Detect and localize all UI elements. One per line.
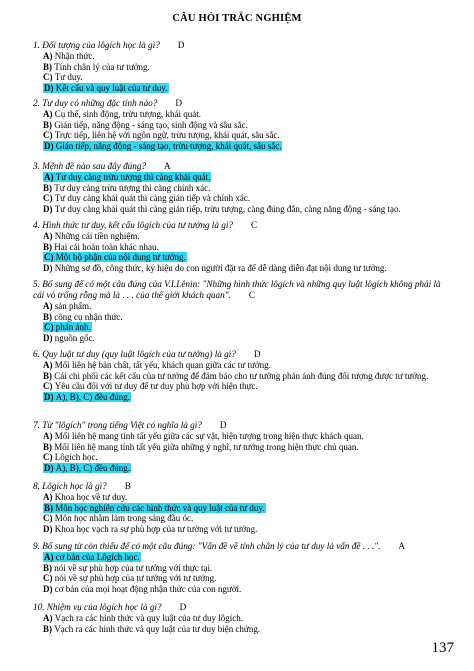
option-label: D) [43, 523, 55, 534]
option-a [43, 492, 453, 503]
question-1 [33, 40, 453, 93]
option-c [43, 130, 453, 141]
option-body: Vạch ra các hình thức và quy luật của tư duy biện chứng. [54, 623, 261, 634]
option-text [43, 263, 387, 273]
option-body: A), B), C) đều đúng. [55, 391, 130, 402]
option-text [43, 584, 241, 594]
option-label: D) [44, 82, 56, 93]
question-2 [33, 98, 453, 151]
question-9 [33, 541, 453, 594]
question-text [33, 98, 453, 109]
option-a [43, 552, 453, 563]
question-prompt: 9. Bổ sung từ còn thiếu để có một câu đúng: "Vấn đề về tính chân lý của tư duy là vấn đề . . .". [33, 541, 381, 551]
option-text [43, 524, 257, 534]
option-body: Tư duy càng khái quát thì càng gián tiếp và chính xác. [54, 193, 251, 204]
option-body: Khoa học về tư duy. [54, 492, 128, 502]
option-a [43, 431, 453, 442]
option-a [43, 172, 453, 183]
option-b [43, 371, 453, 382]
option-text [43, 183, 210, 193]
option-label: C) [44, 252, 56, 263]
option-label: C) [43, 513, 55, 524]
option-text [43, 231, 140, 241]
option-label: D) [43, 583, 55, 594]
question-text [33, 220, 453, 231]
option-body: Tư duy. [54, 72, 83, 83]
option-text [43, 624, 260, 634]
question-text [33, 481, 453, 492]
highlighted-answer [43, 392, 131, 402]
question-prompt: 2. Tư duy có những đặc tính nào? [33, 98, 158, 108]
option-body: sản phẩm. [54, 301, 92, 311]
option-label: C) [43, 72, 55, 83]
question-5 [33, 279, 453, 343]
answer-key: D [253, 349, 261, 359]
option-d [43, 524, 453, 535]
option-c [43, 72, 453, 83]
option-body: Mối liên hệ mang tính tất yếu giữa những ý nghĩ, tư tưởng trong hiện thực chủ quan. [54, 441, 359, 452]
option-a [43, 231, 453, 242]
option-body: Tư duy càng trừu tượng thì càng khái quát. [55, 172, 211, 182]
option-label: A) [43, 492, 55, 502]
option-body: Những sơ đồ, công thức, ký hiệu do con người đặt ra để dễ dàng diễn đạt nội dung tư tưởng. [54, 262, 387, 273]
option-a [43, 360, 453, 371]
option-body: Một bộ phận của nội dung tư tưởng. [55, 252, 186, 263]
option-text [43, 109, 201, 119]
option-body: nói về sự phù hợp của tư tưởng với tư tưởng. [54, 573, 217, 584]
question-text [33, 40, 453, 51]
page-title: CÂU HỎI TRẮC NGHIỆM [172, 13, 302, 24]
option-b [43, 120, 453, 131]
highlighted-answer [43, 172, 211, 182]
option-body: Tư duy càng trừu tượng thì càng chính xác. [54, 182, 211, 193]
option-label: D) [44, 140, 56, 151]
option-body: A), B), C) đều đúng. [55, 462, 130, 473]
option-body: Gián tiếp, năng động - sáng tạo, sinh động và sâu sắc. [54, 119, 248, 130]
option-label: D) [43, 203, 55, 214]
option-d [43, 204, 453, 215]
question-prompt: 5. Bổ sung để có một câu đúng của V.I.Lênin: "Những hình thức lôgích và những quy luật lôgích không phải là cái vỏ trống rỗng mà là . . . của thế giới khách quan". [33, 279, 441, 300]
option-label: A) [43, 613, 55, 623]
answer-key: C [251, 220, 258, 230]
highlighted-answer [43, 83, 169, 93]
option-text [43, 513, 193, 523]
option-text [43, 563, 212, 573]
option-d [43, 141, 453, 152]
highlighted-answer [43, 463, 131, 473]
option-text [43, 573, 216, 583]
option-d [43, 83, 453, 94]
option-text [43, 204, 401, 214]
highlighted-answer [43, 552, 141, 562]
option-c [43, 513, 453, 524]
option-body: Tư duy càng khái quát thì càng gián tiếp, trừu tượng, càng đúng đắn, càng năng động - sáng tạo. [54, 203, 401, 214]
question-text [33, 349, 453, 360]
option-c [43, 452, 453, 463]
option-label: C) [43, 193, 55, 204]
option-body: Mối liên hệ bản chất, tất yếu, khách quan giữa các tư tưởng. [54, 360, 271, 370]
option-label: B) [43, 241, 55, 252]
option-body: Lôgích học. [54, 452, 98, 463]
option-label: D) [44, 391, 56, 402]
option-text [43, 193, 250, 203]
option-body: Khoa học vạch ra sự phù hợp của tư tưởng với tư tưởng. [54, 523, 258, 534]
option-text [43, 371, 428, 381]
option-body: Yêu cầu đối với tư duy để tư duy phù hợp với hiện thực. [54, 381, 258, 392]
option-body: Mối liên hệ mang tính tất yếu giữa các sự vật, hiện tượng trong hiện thực khách quan. [54, 431, 364, 441]
option-label: B) [43, 182, 55, 193]
question-prompt: 1. Đối tượng của lôgích học là gì? [33, 40, 160, 50]
option-a [43, 613, 453, 624]
option-text [43, 72, 83, 82]
option-label: A) [43, 431, 55, 441]
answer-key: D [177, 40, 185, 50]
option-d [43, 333, 453, 344]
option-b [43, 62, 453, 73]
option-c [43, 573, 453, 584]
question-prompt: 7. Từ "lôgích" trong tiếng Việt có nghĩa là gì? [33, 420, 202, 430]
option-label: D) [44, 462, 56, 473]
option-label: B) [43, 562, 55, 573]
question-7 [33, 420, 453, 473]
option-body: Gián tiếp, năng động - sáng tạo, trừu tượng, khái quát, sâu sắc. [55, 140, 282, 151]
question-prompt: 6. Quy luật tư duy (quy luật lôgích của tư tưởng) là gì? [33, 349, 236, 359]
option-b [43, 503, 453, 514]
answer-key: A [164, 161, 171, 171]
option-text [43, 301, 91, 311]
option-c [43, 322, 453, 333]
option-a [43, 109, 453, 120]
option-text [43, 360, 271, 370]
question-3 [33, 161, 453, 214]
option-b [43, 624, 453, 635]
option-label: B) [43, 370, 55, 381]
question-8 [33, 481, 453, 534]
option-label: B) [44, 502, 56, 513]
option-label: B) [43, 441, 55, 452]
option-body: Môn học nhằm làm trong sáng đầu óc. [54, 513, 194, 524]
highlighted-answer [43, 141, 282, 151]
question-text [33, 602, 453, 613]
option-body: cơ bản của mọi hoạt động nhận thức của con người. [54, 583, 242, 594]
option-body: Trực tiếp, liên hệ với ngôn ngữ, trừu tượng, khái quát, sâu sắc. [54, 130, 280, 141]
option-text [43, 333, 95, 343]
answer-key: D [219, 420, 227, 430]
question-text [33, 420, 453, 431]
option-text [43, 452, 98, 462]
option-text [43, 442, 359, 452]
option-label: B) [43, 311, 55, 322]
option-b [43, 563, 453, 574]
option-label: D) [43, 262, 55, 273]
answer-key: A [398, 541, 406, 551]
option-b [43, 442, 453, 453]
option-label: D) [43, 332, 55, 343]
option-body: Cái chi phối các kết cấu của tư tưởng để đảm bảo cho tư tưởng phản ánh đúng đối tượng được tư tưởng. [54, 370, 429, 381]
question-prompt: 4. Hình thức tư duy, kết cấu lôgích của tư tưởng là gì? [33, 220, 233, 230]
option-text [43, 51, 95, 61]
option-body: công cụ nhận thức. [54, 311, 123, 322]
option-body: phản ánh. [55, 322, 91, 333]
option-body: nói về sự phù hợp của tư tưởng với thực tại. [54, 562, 213, 573]
option-c [43, 381, 453, 392]
highlighted-answer [43, 252, 187, 262]
question-4 [33, 220, 453, 273]
highlighted-answer [43, 503, 266, 513]
option-text [43, 62, 150, 72]
option-label: A) [43, 360, 55, 370]
answer-key: D [175, 98, 182, 108]
option-text [43, 431, 364, 441]
option-body: Cụ thể, sinh động, trừu tượng, khái quát. [54, 109, 202, 119]
option-d [43, 263, 453, 274]
option-body: Môn học nghiên cứu các hình thức và quy luật của tư duy. [55, 502, 265, 513]
question-prompt: 8. Lôgích học là gì? [33, 481, 107, 491]
option-d [43, 584, 453, 595]
option-a [43, 51, 453, 62]
option-body: Kết cấu và quy luật của tư duy. [55, 82, 168, 93]
option-label: A) [43, 109, 55, 119]
option-label: A) [43, 51, 55, 61]
question-text [33, 279, 453, 301]
option-b [43, 312, 453, 323]
question-10 [33, 602, 453, 634]
option-body: Tính chân lý của tư tưởng. [54, 61, 150, 72]
option-body: Những cái tiền nghiệm. [54, 231, 140, 241]
option-label: C) [43, 381, 55, 392]
option-text [43, 120, 248, 130]
option-body: Vạch ra các hình thức và quy luật của tư duy lôgích. [54, 613, 243, 623]
option-label: B) [43, 119, 55, 130]
option-text [43, 242, 159, 252]
option-text [43, 492, 127, 502]
question-prompt: 3. Mệnh đề nào sau đây đúng? [33, 161, 147, 171]
answer-key: B [124, 481, 131, 491]
answer-key: D [179, 602, 187, 612]
option-b [43, 242, 453, 253]
option-d [43, 463, 453, 474]
question-prompt: 10. Nhiệm vụ của lôgích học là gì? [33, 602, 162, 612]
option-label: C) [43, 130, 55, 141]
option-text [43, 613, 243, 623]
question-text [33, 541, 453, 552]
answer-key: C [248, 290, 255, 300]
option-label: C) [43, 452, 55, 463]
question-text [33, 161, 453, 172]
page-number: 137 [431, 640, 454, 656]
option-text [43, 130, 280, 140]
option-body: Nhận thức. [54, 51, 95, 61]
option-label: A) [43, 231, 55, 241]
option-c [43, 252, 453, 263]
option-label: A) [43, 301, 55, 311]
option-label: C) [44, 322, 56, 333]
highlighted-answer [43, 322, 92, 332]
option-body: cơ bản của Lôgích học. [55, 552, 140, 562]
option-text [43, 312, 123, 322]
option-text [43, 381, 258, 391]
option-label: A) [44, 552, 56, 562]
question-6 [33, 349, 453, 402]
option-body: Hai cái hoàn toàn khác nhau. [54, 241, 159, 252]
option-label: C) [43, 573, 55, 584]
option-label: B) [43, 623, 55, 634]
option-body: nguồn gốc. [54, 332, 95, 343]
option-c [43, 193, 453, 204]
option-a [43, 301, 453, 312]
option-label: A) [44, 172, 56, 182]
option-d [43, 392, 453, 403]
option-label: B) [43, 61, 55, 72]
option-b [43, 183, 453, 194]
